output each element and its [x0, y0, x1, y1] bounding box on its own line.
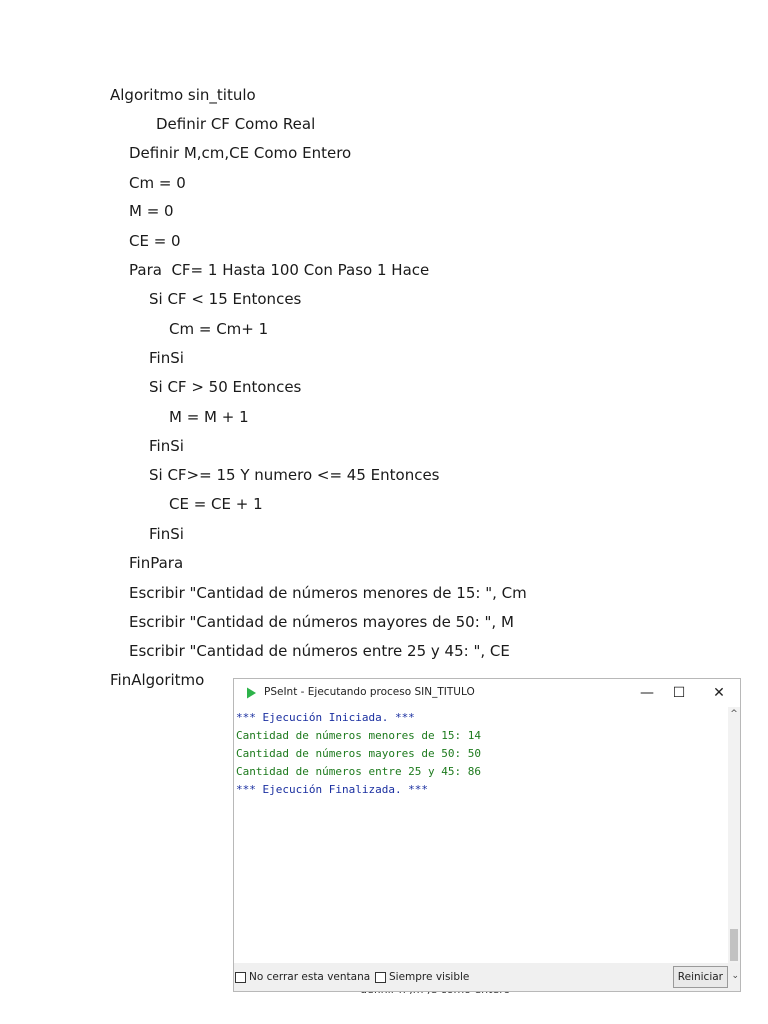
- code-line: FinSi: [149, 525, 184, 543]
- console-line: *** Ejecución Iniciada. ***: [236, 711, 415, 724]
- checkbox-box-icon[interactable]: [235, 972, 246, 983]
- code-line: Si CF > 50 Entonces: [149, 378, 302, 396]
- code-line: Escribir "Cantidad de números menores de 15: ", Cm: [129, 584, 527, 602]
- code-line: Definir M,cm,CE Como Entero: [129, 144, 352, 162]
- minimize-button[interactable]: —: [640, 685, 654, 701]
- checkbox-box-icon[interactable]: [375, 972, 386, 983]
- code-line: FinAlgoritmo: [110, 671, 205, 689]
- code-line: Cm = 0: [129, 174, 186, 192]
- code-line: M = M + 1: [169, 408, 249, 426]
- code-line: FinSi: [149, 437, 184, 455]
- no-cerrar-label: No cerrar esta ventana: [249, 971, 371, 983]
- close-button[interactable]: ✕: [713, 685, 725, 701]
- scroll-down-icon[interactable]: ⌄: [731, 971, 739, 981]
- code-line: FinPara: [129, 554, 184, 572]
- reiniciar-button[interactable]: Reiniciar: [673, 966, 728, 988]
- console-line: Cantidad de números entre 25 y 45: 86: [236, 765, 482, 778]
- code-line: Algoritmo sin_titulo: [110, 86, 256, 104]
- console-line: Cantidad de números menores de 15: 14: [236, 729, 482, 742]
- window-title: PSeInt - Ejecutando proceso SIN_TITULO: [264, 686, 475, 698]
- bottom-bar: [234, 963, 740, 991]
- code-line: Definir CF Como Real: [156, 115, 316, 133]
- scroll-up-icon[interactable]: ^: [730, 709, 738, 719]
- code-line: Escribir "Cantidad de números mayores de 50: ", M: [129, 613, 514, 631]
- code-line: Cm = Cm+ 1: [169, 320, 269, 338]
- code-line: FinSi: [149, 349, 184, 367]
- console-line: *** Ejecución Finalizada. ***: [236, 783, 429, 796]
- console-line: Cantidad de números mayores de 50: 50: [236, 747, 482, 760]
- console-output[interactable]: [235, 707, 729, 967]
- code-line: Si CF < 15 Entonces: [149, 290, 302, 308]
- vertical-scrollbar[interactable]: [728, 707, 740, 965]
- scroll-thumb[interactable]: [730, 929, 738, 961]
- code-line: M = 0: [129, 202, 174, 220]
- no-cerrar-checkbox[interactable]: [235, 971, 370, 983]
- pseint-window: [233, 678, 741, 992]
- title-bar[interactable]: [234, 679, 740, 707]
- maximize-button[interactable]: ☐: [672, 685, 686, 701]
- siempre-visible-label: Siempre visible: [389, 971, 470, 983]
- siempre-visible-checkbox[interactable]: [375, 971, 469, 983]
- code-line: CE = 0: [129, 232, 181, 250]
- code-line: Escribir "Cantidad de números entre 25 y 45: ", CE: [129, 642, 510, 660]
- code-line: Si CF>= 15 Y numero <= 45 Entonces: [149, 466, 440, 484]
- code-line: Para CF= 1 Hasta 100 Con Paso 1 Hace: [129, 261, 430, 279]
- pseint-play-icon: [244, 686, 258, 700]
- code-line: CE = CE + 1: [169, 495, 263, 513]
